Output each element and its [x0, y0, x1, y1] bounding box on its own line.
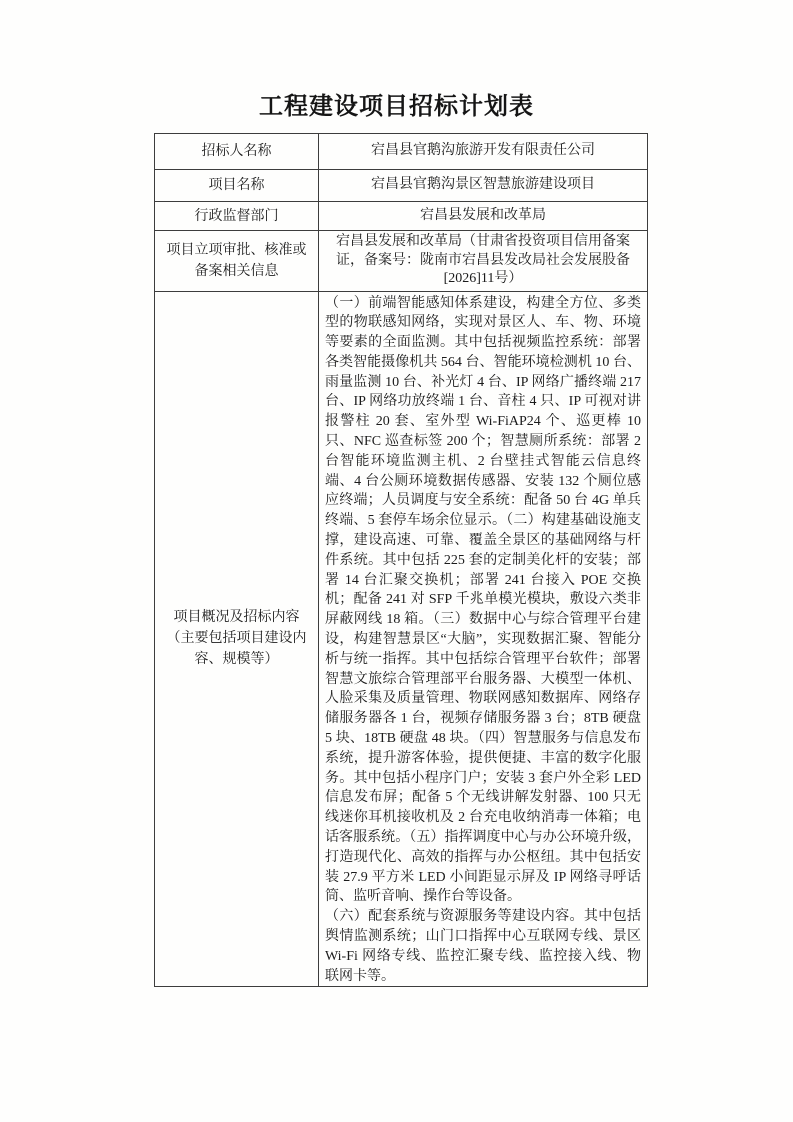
project-overview-label: 项目概况及招标内容（主要包括项目建设内容、规模等）	[155, 291, 319, 987]
table-row-approval-info	[155, 231, 648, 292]
supervision-department-value: 宕昌县发展和改革局	[319, 202, 648, 231]
table-row-project-overview	[155, 291, 648, 987]
supervision-department-label: 行政监督部门	[155, 202, 319, 231]
bidder-name-value: 宕昌县官鹅沟旅游开发有限责任公司	[319, 134, 648, 170]
project-name-label: 项目名称	[155, 170, 319, 202]
document-title: 工程建设项目招标计划表	[259, 94, 534, 120]
approval-info-label: 项目立项审批、核准或备案相关信息	[155, 231, 319, 292]
bidding-plan-table	[154, 133, 648, 987]
project-name-value: 宕昌县官鹅沟景区智慧旅游建设项目	[319, 170, 648, 202]
approval-info-value: 宕昌县发展和改革局（甘肃省投资项目信用备案证，备案号：陇南市宕昌县发改局社会发展股备[2026]11号）	[319, 231, 648, 292]
bidder-name-label: 招标人名称	[155, 134, 319, 170]
content-paragraph-2: （六）配套系统与资源服务等建设内容。其中包括舆情监测系统；山门口指挥中心互联网专线、景区 Wi-Fi 网络专线、监控汇聚专线、监控接入线、物联网卡等。	[325, 909, 641, 984]
table-row-bidder-name	[155, 134, 648, 170]
table-row-supervision-department	[155, 202, 648, 231]
project-overview-content	[319, 291, 648, 987]
content-paragraph-1: （一）前端智能感知体系建设，构建全方位、多类型的物联感知网络，实现对景区人、车、物、环境等要素的全面监测。其中包括视频监控系统：部署各类智能摄像机共 564 台、智能环境检测机 10 台、雨量监测 10 台、补光灯 4 台、IP 网络广播终端 217 台、IP 网络功放终端 1 台、音柱 4 只、IP 可视对讲报警柱 20 套、室外型 Wi-FiAP24 个、巡更棒 10 只、NFC 巡查标签 200 个；智慧厕所系统：部署 2 台智能环境监测主机、2 台壁挂式智能云信息终端、4 台公厕环境数据传感器、安装 132 个厕位感应终端；人员调度与安全系统：配备 50 台 4G 单兵终端、5 套停车场余位显示。（二）构建基础设施支撑，建设高速、可靠、覆盖全景区的基础网络与杆件系统。其中包括 225 套的定制美化杆的安装；部署 14 台汇聚交换机；部署 241 台接入 POE 交换机；配备 241 对 SFP 千兆单模光模块，敷设六类非屏蔽网线 18 箱。（三）数据中心与综合管理平台建设，构建智慧景区“大脑”，实现数据汇聚、智能分析与统一指挥。其中包括综合管理平台软件；部署智慧文旅综合管理部平台服务器、大模型一体机、人脸采集及质量管理、物联网感知数据库、网络存储服务器各 1 台，视频存储服务器 3 台；8TB 硬盘 5 块、18TB 硬盘 48 块。（四）智慧服务与信息发布系统，提升游客体验，提供便捷、丰富的数字化服务。其中包括小程序门户；安装 3 套户外全彩 LED 信息发布屏；配备 5 个无线讲解发射器、100 只无线迷你耳机接收机及 2 台充电收纳消毒一体箱；电话客服系统。（五）指挥调度中心与办公环境升级，打造现代化、高效的指挥与办公枢纽。其中包括安装 27.9 平方米 LED 小间距显示屏及 IP 网络寻呼话筒、监听音响、操作台等设备。	[325, 295, 641, 905]
table-row-project-name	[155, 170, 648, 202]
